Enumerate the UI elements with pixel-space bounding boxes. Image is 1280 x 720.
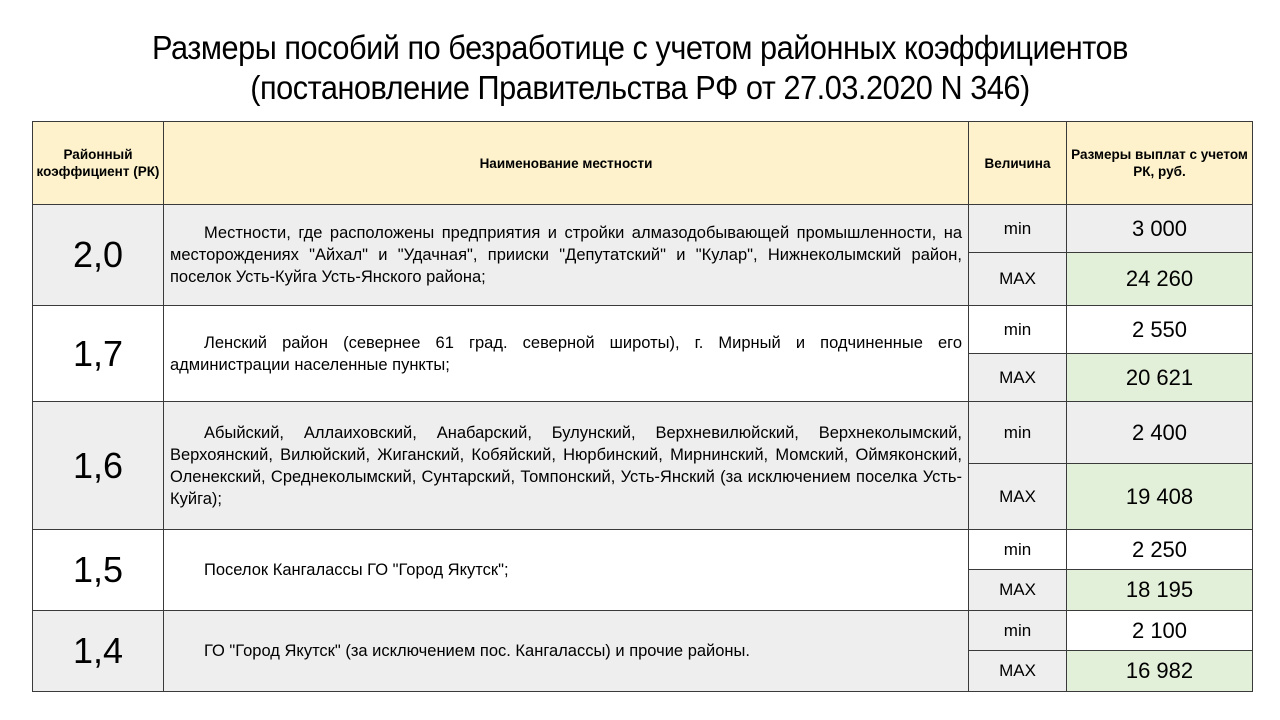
min-label: min [969,530,1067,570]
title-line-2: (постановление Правительства РФ от 27.03.2020 N 346) [250,69,1030,106]
min-label: min [969,205,1067,253]
location-description: ГО "Город Якутск" (за исключением пос. Кангалассы) и прочие районы. [164,611,969,692]
max-amount: 16 982 [1067,651,1253,692]
benefits-table [32,121,1253,692]
max-label: MAX [969,354,1067,402]
max-amount: 19 408 [1067,464,1253,530]
location-description: Абыйский, Аллаиховский, Анабарский, Булунский, Верхневилюйский, Верхнеколымский, Верхоянский, Вилюйский, Жиганский, Кобяйский, Нюрбинский, Мирнинский, Момский, Оймяконский, Оленекский, Среднеколымский, Сунтарский, Томпонский, Усть-Янский (за исключением поселка Усть-Куйга); [164,402,969,530]
max-label: MAX [969,651,1067,692]
location-description: Ленский район (севернее 61 град. северной широты), г. Мирный и подчиненные его администрации населенные пункты; [164,306,969,402]
min-amount: 2 550 [1067,306,1253,354]
max-amount: 18 195 [1067,570,1253,611]
rk-value: 1,5 [33,530,164,611]
table-row [33,205,1253,253]
min-amount: 2 400 [1067,402,1253,464]
min-label: min [969,402,1067,464]
min-amount: 2 100 [1067,611,1253,651]
min-amount: 2 250 [1067,530,1253,570]
header-amount: Размеры выплат с учетом РК, руб. [1067,122,1253,205]
rk-value: 1,7 [33,306,164,402]
max-amount: 20 621 [1067,354,1253,402]
rk-value: 1,4 [33,611,164,692]
location-description: Поселок Кангалассы ГО "Город Якутск"; [164,530,969,611]
rk-value: 2,0 [33,205,164,306]
max-label: MAX [969,570,1067,611]
location-description: Местности, где расположены предприятия и стройки алмазодобывающей промышленности, на месторождениях "Айхал" и "Удачная", прииски "Депутатский" и "Кулар", Нижнеколымский район, поселок Усть-Куйга Усть-Янского района; [164,205,969,306]
rk-value: 1,6 [33,402,164,530]
table-row [33,402,1253,464]
header-row [33,122,1253,205]
header-name: Наименование местности [164,122,969,205]
table-row [33,306,1253,354]
page-title [45,28,1235,108]
header-rk: Районный коэффициент (РК) [33,122,164,205]
min-label: min [969,611,1067,651]
header-kind: Величина [969,122,1067,205]
table-row [33,611,1253,651]
min-amount: 3 000 [1067,205,1253,253]
min-label: min [969,306,1067,354]
table-row [33,530,1253,570]
max-label: MAX [969,253,1067,306]
title-line-1: Размеры пособий по безработице с учетом районных коэффициентов [152,29,1128,66]
max-amount: 24 260 [1067,253,1253,306]
max-label: MAX [969,464,1067,530]
